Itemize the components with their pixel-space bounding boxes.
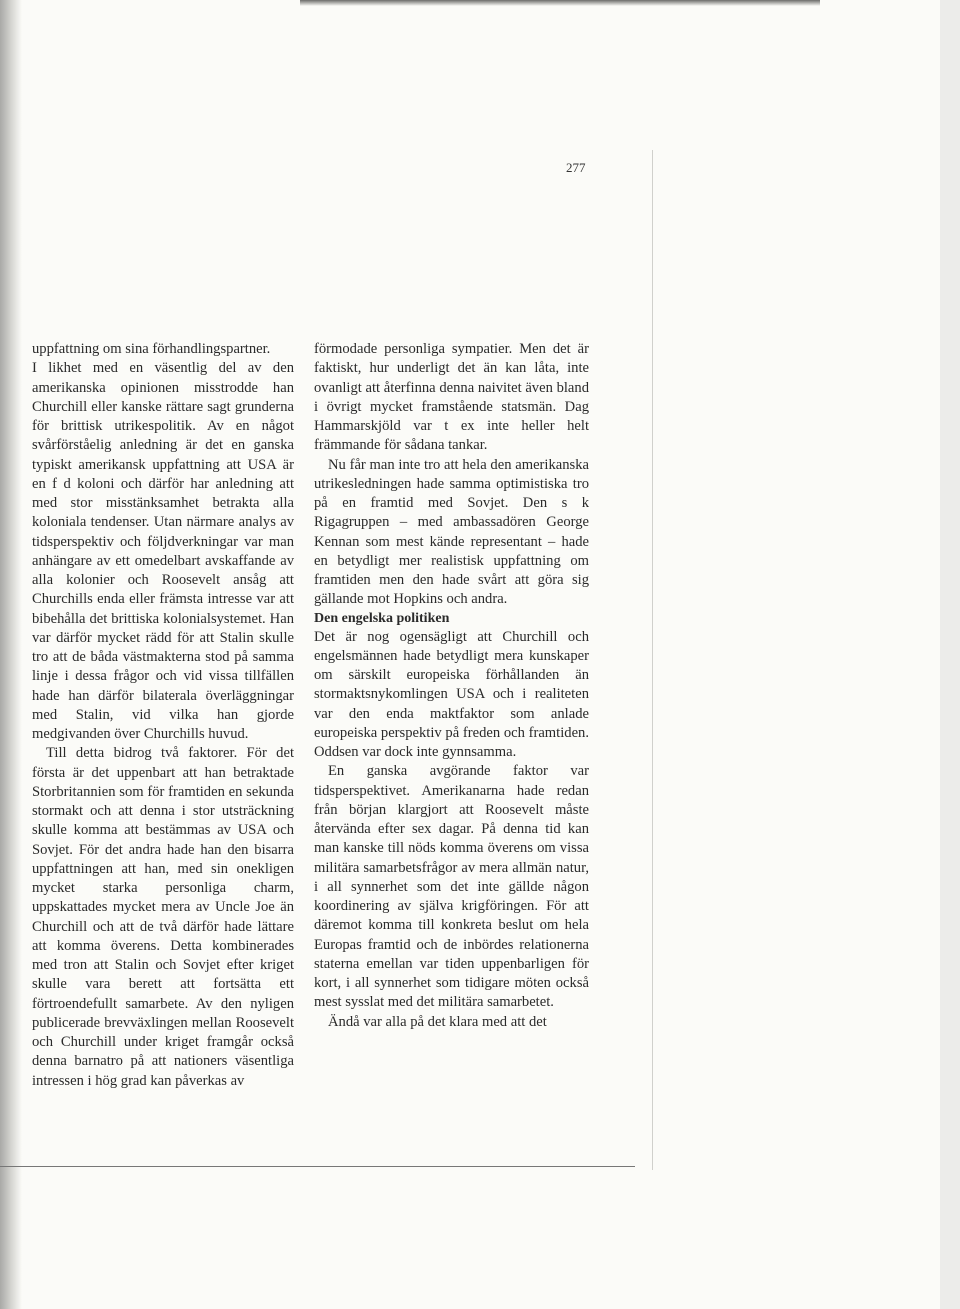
paragraph: Nu får man inte tro att hela den amerikanska utrikesledningen hade samma optimistiska tro på en framtid med Sovjet. Den s k Rigagruppen – med ambassadören George Kennan som mest kände representant – hade en betydligt mer realistisk uppfattning om framtiden men den hade svårt att göra sig gällande mot Hopkins och andra. (314, 456, 589, 608)
left-column (32, 340, 294, 1091)
bottom-rule (0, 1166, 635, 1167)
paragraph: Ändå var alla på det klara med att det (328, 1013, 547, 1030)
scan-background-edge (940, 0, 960, 1309)
paragraph: En ganska avgörande faktor var tidsperspektivet. Amerikanarna hade redan från början klargjort att Roosevelt måste återvända efter sex dagar. På denna tid kan man kanske till nöds komma överens om vissa militära samarbetsfrågor av mera allmän natur, i all synnerhet som det inte gällde någon koordinering av själva krigföringen. För att däremot komma till konkreta beslut om hela Europas framtid och de inbördes relationerna staterna emellan var tiden uppenbarligen för kort, i all synnerhet som tidigare möten också mest sysslat med det militära samarbetet. (314, 763, 589, 1011)
paragraph: förmodade personliga sympatier. Men det är faktiskt, hur underligt det än kan låta, inte ovanligt att återfinna denna naivitet även bland i övrigt mycket framstående statsmän. Dag Hammarskjöld var t ex inte heller helt främmande för sådana tankar. (314, 341, 589, 454)
binding-shadow (0, 0, 22, 1309)
page-number: 277 (566, 160, 586, 175)
right-column (314, 340, 589, 1032)
page-edge-line (652, 150, 653, 1170)
paragraph: uppfattning om sina förhandlingspartner. (32, 341, 271, 357)
paragraph: I likhet med en väsentlig del av den amerikanska opinionen misstrodde han Churchill eller kanske rättare sagt grunderna för brittisk utrikespolitik. Av en något svårförståelig anledning är det en ganska typiskt amerikansk uppfattning att USA är en f d koloni och därför har anledning att med stor misstänksamhet betrakta alla koloniala tendenser. Utan närmare analys av tidsperspektiv och följdverkningar var man anhängare av ett omedelbart avskaffande av alla kolonier och Roosevelt ansåg att Churchills enda eller främsta intresse var att bibehålla det brittiska kolonialsystemet. Han var därför mycket rädd för att Stalin skulle tro att de båda västmakterna stod på samma linje i dessa frågor och vid vissa tillfällen hade han därför bilaterala överläggningar med Stalin, vid vilka han gjorde medgivanden över Churchills huvud. (32, 360, 294, 742)
paragraph: Till detta bidrog två faktorer. För det första är det uppenbart att han betraktade Storbritannien som för framtiden en sekunda stormakt och att denna i stor utsträckning skulle komma att bestämmas av USA och Sovjet. För det andra hade han den bisarra uppfattningen att han, med sin onekligen mycket starka personliga charm, uppskattades mycket mera av Uncle Joe än Churchill och att de två därför hade lättare att komma överens. Detta kombinerades med tron att Stalin och Sovjet efter kriget skulle vara berett att fortsätta ett förtroendefullt samarbete. Av den nyligen publicerade brevväxlingen mellan Roosevelt och Churchill under kriget framgår också denna barnatro på att nationers väsentliga intressen i hög grad kan påverkas av (32, 745, 294, 1089)
paragraph: Det är nog ogensägligt att Churchill och engelsmännen hade betydligt mera kunskaper om särskilt europeiska förhållanden än stormaktsnykomlingen USA och i realiteten var den enda maktfaktor som anlade europeiska perspektiv på freden och framtiden. Oddsen var dock inte gynnsamma. (314, 628, 589, 760)
section-heading: Den engelska politiken (314, 610, 450, 626)
top-edge-shadow (300, 0, 820, 6)
